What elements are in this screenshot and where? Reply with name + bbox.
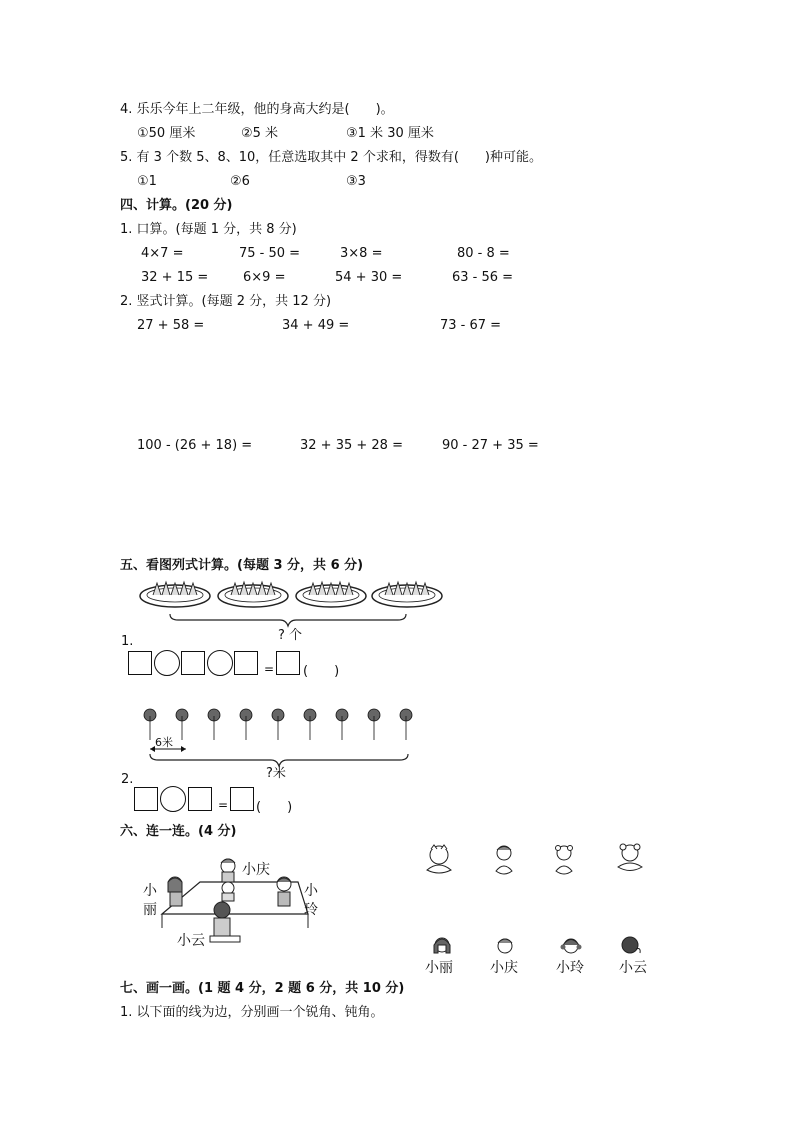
q5-option-3: ③3 [346,174,366,189]
name-label[interactable]: 小丽 [425,960,453,976]
child-icon [277,877,291,906]
oral-calc-title: 1. 口算。(每题 1 分，共 8 分) [120,222,297,237]
view-icon[interactable] [552,843,576,877]
operator-circle[interactable] [207,650,233,676]
oral-item: 80 - 8 = [457,246,510,261]
answer-box[interactable] [188,787,212,811]
oral-item: 32 + 15 = [141,270,209,285]
problem-2-number: 2. [121,772,134,787]
tree-icon [336,709,348,740]
answer-box[interactable] [230,787,254,811]
trees-illustration [140,708,420,744]
oral-item: 63 - 56 = [452,270,514,285]
question-4-text: 4. 乐乐今年上二年级，他的身高大约是( )。 [120,102,394,117]
vertical-item: 100 - (26 + 18) = [137,438,253,453]
child-icon [221,859,235,882]
unit-parentheses: ( ) [303,664,340,679]
table-scene-illustration [150,852,320,948]
vertical-item: 90 - 27 + 35 = [442,438,539,453]
oral-item: 4×7 = [141,246,184,261]
vertical-calc-title: 2. 竖式计算。(每题 2 分，共 12 分) [120,294,332,309]
q4-option-3: ③1 米 30 厘米 [346,126,434,141]
scene-label: 丽 [143,902,157,918]
plate-icon [140,582,210,607]
child-icon [168,877,182,906]
vertical-item: 27 + 58 = [137,318,205,333]
name-label[interactable]: 小玲 [556,960,584,976]
scene-label: 小庆 [242,862,270,878]
unit-parentheses: ( ) [256,800,293,815]
scene-label: 玲 [304,902,318,918]
operator-circle[interactable] [154,650,180,676]
section-5-title: 五、看图列式计算。(每题 3 分，共 6 分) [120,558,364,573]
problem-1-number: 1. [121,634,134,649]
name-label[interactable]: 小云 [619,960,647,976]
brace-label: ?米 [266,766,286,781]
tree-icon [400,709,412,740]
vertical-item: 34 + 49 = [282,318,350,333]
draw-question-1: 1. 以下面的线为边，分别画一个锐角、钝角。 [120,1005,384,1020]
q5-option-1: ①1 [137,174,157,189]
answer-box[interactable] [181,651,205,675]
plate-icon [296,582,366,607]
plate-icon [218,582,288,607]
equals-sign: = [218,798,229,812]
answer-box[interactable] [134,787,158,811]
plates-illustration [138,576,444,612]
tree-icon [208,709,220,740]
oral-item: 3×8 = [340,246,383,261]
oral-item: 75 - 50 = [239,246,301,261]
spacing-label: 6米 [155,736,173,749]
view-icon[interactable] [424,844,454,876]
view-icon[interactable] [492,843,516,877]
oral-item: 6×9 = [243,270,286,285]
child-portrait-icon [559,935,583,957]
tree-icon [368,709,380,740]
tree-icon [304,709,316,740]
answer-box[interactable] [276,651,300,675]
q4-option-2: ②5 米 [241,126,279,141]
q4-option-1: ①50 厘米 [137,126,196,141]
brace-label: ? 个 [278,628,303,643]
brace-icon [168,612,408,628]
vertical-item: 73 - 67 = [440,318,502,333]
tree-icon [176,709,188,740]
scene-label: 小 [304,883,318,899]
section-7-title: 七、画一画。(1 题 4 分，2 题 6 分，共 10 分) [120,981,405,996]
child-portrait-icon [430,935,454,957]
vertical-item: 32 + 35 + 28 = [300,438,403,453]
name-label[interactable]: 小庆 [490,960,518,976]
tree-icon [240,709,252,740]
answer-box[interactable] [128,651,152,675]
operator-circle[interactable] [160,786,186,812]
view-icon[interactable] [616,843,644,875]
tree-icon [272,709,284,740]
section-6-title: 六、连一连。(4 分) [120,824,237,839]
oral-item: 54 + 30 = [335,270,403,285]
question-5-text: 5. 有 3 个数 5、8、10，任意选取其中 2 个求和，得数有( )种可能。 [120,150,542,165]
scene-label: 小云 [177,933,205,949]
child-portrait-icon [619,935,643,957]
section-4-title: 四、计算。(20 分) [120,198,233,213]
child-icon [222,882,234,901]
scene-label: 小 [143,883,157,899]
child-portrait-icon [493,935,517,957]
q5-option-2: ②6 [230,174,250,189]
answer-box[interactable] [234,651,258,675]
equals-sign: = [264,662,275,676]
plate-icon [372,582,442,607]
